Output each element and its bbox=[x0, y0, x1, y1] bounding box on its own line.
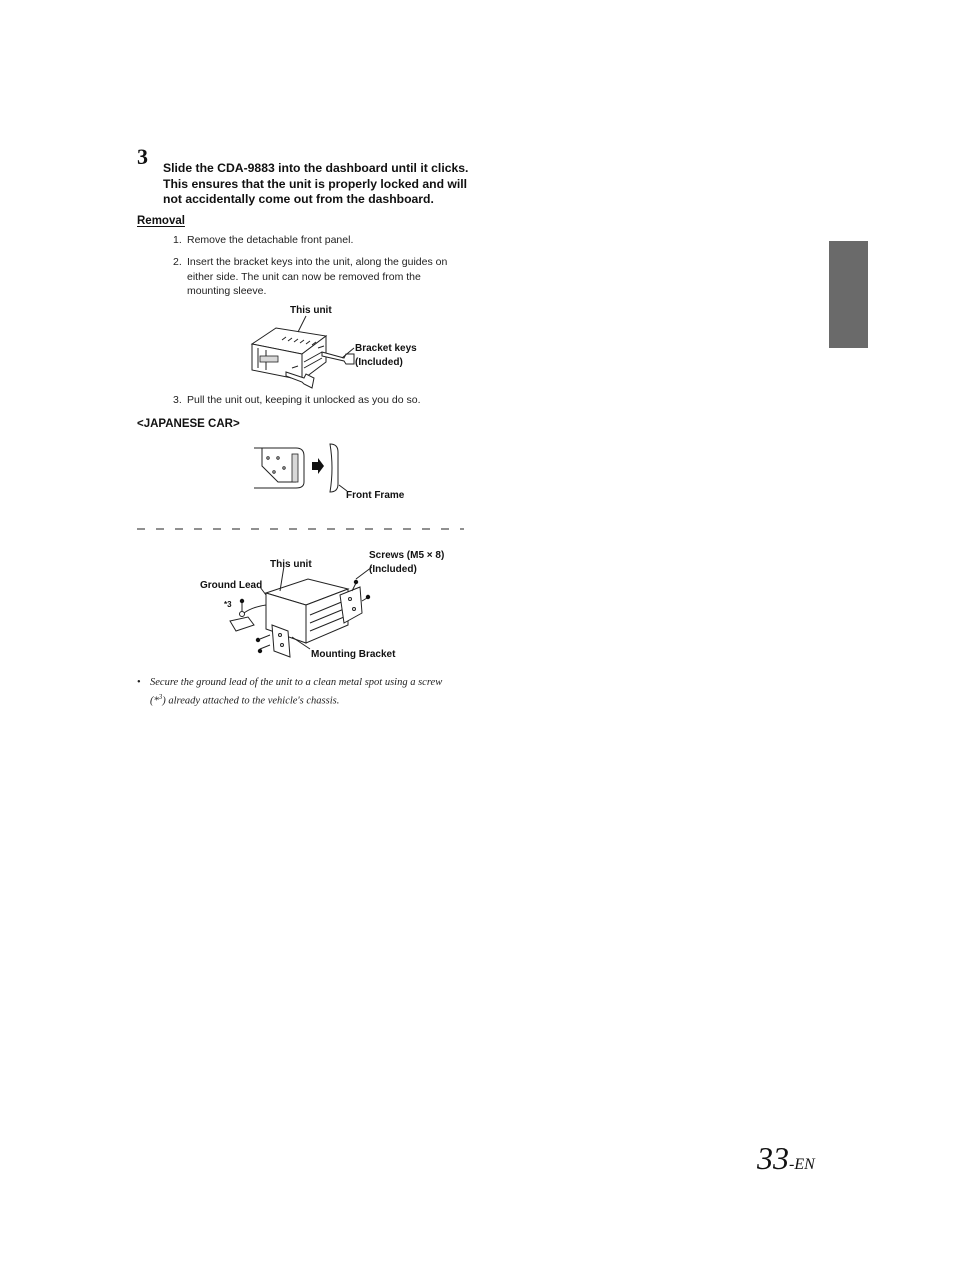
list-number: 3. bbox=[173, 394, 182, 406]
japanese-car-heading: <JAPANESE CAR> bbox=[137, 418, 240, 430]
leader-lines bbox=[292, 314, 358, 366]
this-unit-label: This unit bbox=[270, 559, 312, 570]
note-text bbox=[150, 676, 457, 709]
removal-step-2 bbox=[173, 255, 462, 299]
removal-step-3 bbox=[173, 393, 477, 408]
list-text: Insert the bracket keys into the unit, along the guides on either side. The unit can now be removed from the mounting sleeve. bbox=[187, 256, 448, 297]
page-number bbox=[757, 1140, 815, 1177]
list-number: 2. bbox=[173, 256, 182, 268]
mounting-bracket-illustration bbox=[226, 565, 374, 661]
note-ref-superscript: 3 bbox=[158, 693, 163, 701]
note-text-after: ) already attached to the vehicle's chassis. bbox=[162, 695, 340, 707]
note-text-before: Secure the ground lead of the unit to a clean metal spot using a screw ( bbox=[150, 677, 443, 707]
removal-heading: Removal bbox=[137, 215, 185, 227]
mounting-bracket-label: Mounting Bracket bbox=[311, 649, 396, 660]
reference-mark-label: *3 bbox=[224, 600, 232, 609]
note-ref-mark: * bbox=[153, 695, 159, 707]
leader-line bbox=[338, 484, 348, 492]
step-instruction: Slide the CDA-9883 into the dashboard until it clicks. This ensures that the unit is properly locked and will not accidentally come out from the dashboard. bbox=[163, 161, 469, 206]
list-number: 1. bbox=[173, 234, 182, 246]
step-number: 3 bbox=[137, 144, 148, 169]
ground-lead-label: Ground Lead bbox=[200, 580, 263, 591]
bracket-keys-label: Bracket keys bbox=[355, 343, 417, 354]
section-tab bbox=[829, 241, 868, 348]
screws-included-label: (Included) bbox=[369, 564, 417, 575]
list-text: Remove the detachable front panel. bbox=[187, 234, 354, 246]
dashed-separator bbox=[137, 528, 464, 530]
front-frame-label: Front Frame bbox=[346, 490, 405, 501]
list-text: Pull the unit out, keeping it unlocked as you do so. bbox=[187, 394, 421, 406]
removal-step-1 bbox=[173, 233, 462, 248]
bracket-keys-included-label: (Included) bbox=[355, 357, 403, 368]
front-frame-illustration bbox=[252, 442, 348, 494]
page-number-value: 33 bbox=[757, 1140, 789, 1176]
bullet: • bbox=[137, 677, 141, 688]
ground-lead-note bbox=[137, 676, 457, 709]
page-language-suffix: -EN bbox=[789, 1156, 815, 1173]
this-unit-label: This unit bbox=[290, 305, 332, 316]
screws-label: Screws (M5 × 8) bbox=[369, 550, 445, 561]
